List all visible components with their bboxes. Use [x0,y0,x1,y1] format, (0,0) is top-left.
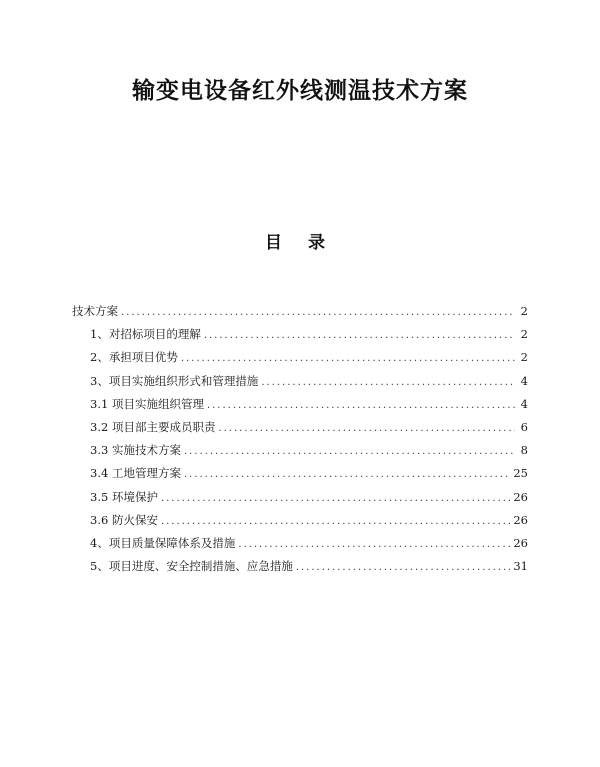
toc-dot-leader [184,440,515,463]
toc-entry-page: 6 [520,419,528,434]
toc-entry[interactable] [72,370,528,393]
toc-entry[interactable] [72,462,528,485]
toc-dot-leader [207,394,515,417]
toc-dot-leader [161,487,510,510]
toc-entry-label: 3.5 环境保护 [90,489,158,504]
toc-dot-leader [261,371,515,394]
toc-entry-label: 5、项目进度、安全控制措施、应急措施 [90,559,293,574]
table-of-contents [72,300,528,578]
toc-dot-leader [238,533,510,556]
toc-entry[interactable] [72,393,528,416]
toc-entry-label: 3.2 项目部主要成员职责 [90,419,216,434]
toc-dot-leader [218,417,515,440]
toc-entry-page: 31 [513,559,528,574]
toc-entry-page: 4 [520,396,528,411]
toc-entry[interactable] [72,439,528,462]
toc-entry-label: 技术方案 [72,304,118,318]
toc-entry-page: 26 [513,489,528,504]
toc-entry[interactable] [72,416,528,439]
toc-dot-leader [121,301,515,324]
toc-entry-page: 26 [513,535,528,550]
document-title: 输变电设备红外线测温技术方案 [132,77,468,104]
toc-entry[interactable] [72,346,528,369]
toc-entry-label: 3.6 防火保安 [90,512,158,527]
toc-entry-page: 4 [520,373,528,388]
toc-entry-page: 8 [520,443,528,458]
toc-entry-label: 4、项目质量保障体系及措施 [90,535,236,550]
toc-dot-leader [161,510,510,533]
toc-heading: 目 录 [265,233,335,253]
toc-entry-label: 3.4 工地管理方案 [90,466,181,481]
toc-entry-page: 25 [513,466,528,481]
toc-entry-page: 2 [520,350,528,365]
toc-dot-leader [296,556,511,579]
toc-entry-label: 3、项目实施组织形式和管理措施 [90,373,259,388]
toc-entry[interactable] [72,509,528,532]
toc-entry[interactable] [72,532,528,555]
toc-entry-label: 1、对招标项目的理解 [90,327,201,342]
toc-entry-label: 2、承担项目优势 [90,350,178,365]
toc-entry-page: 2 [520,327,528,342]
toc-dot-leader [184,463,510,486]
toc-entry[interactable] [72,486,528,509]
toc-entry[interactable] [72,323,528,346]
toc-entry-page: 2 [520,304,528,318]
toc-entry-label: 3.3 实施技术方案 [90,443,181,458]
toc-entry[interactable] [72,555,528,578]
toc-entry-page: 26 [513,512,528,527]
toc-dot-leader [181,347,515,370]
toc-dot-leader [204,324,515,347]
toc-entry-label: 3.1 项目实施组织管理 [90,396,204,411]
toc-entry[interactable] [72,300,528,323]
